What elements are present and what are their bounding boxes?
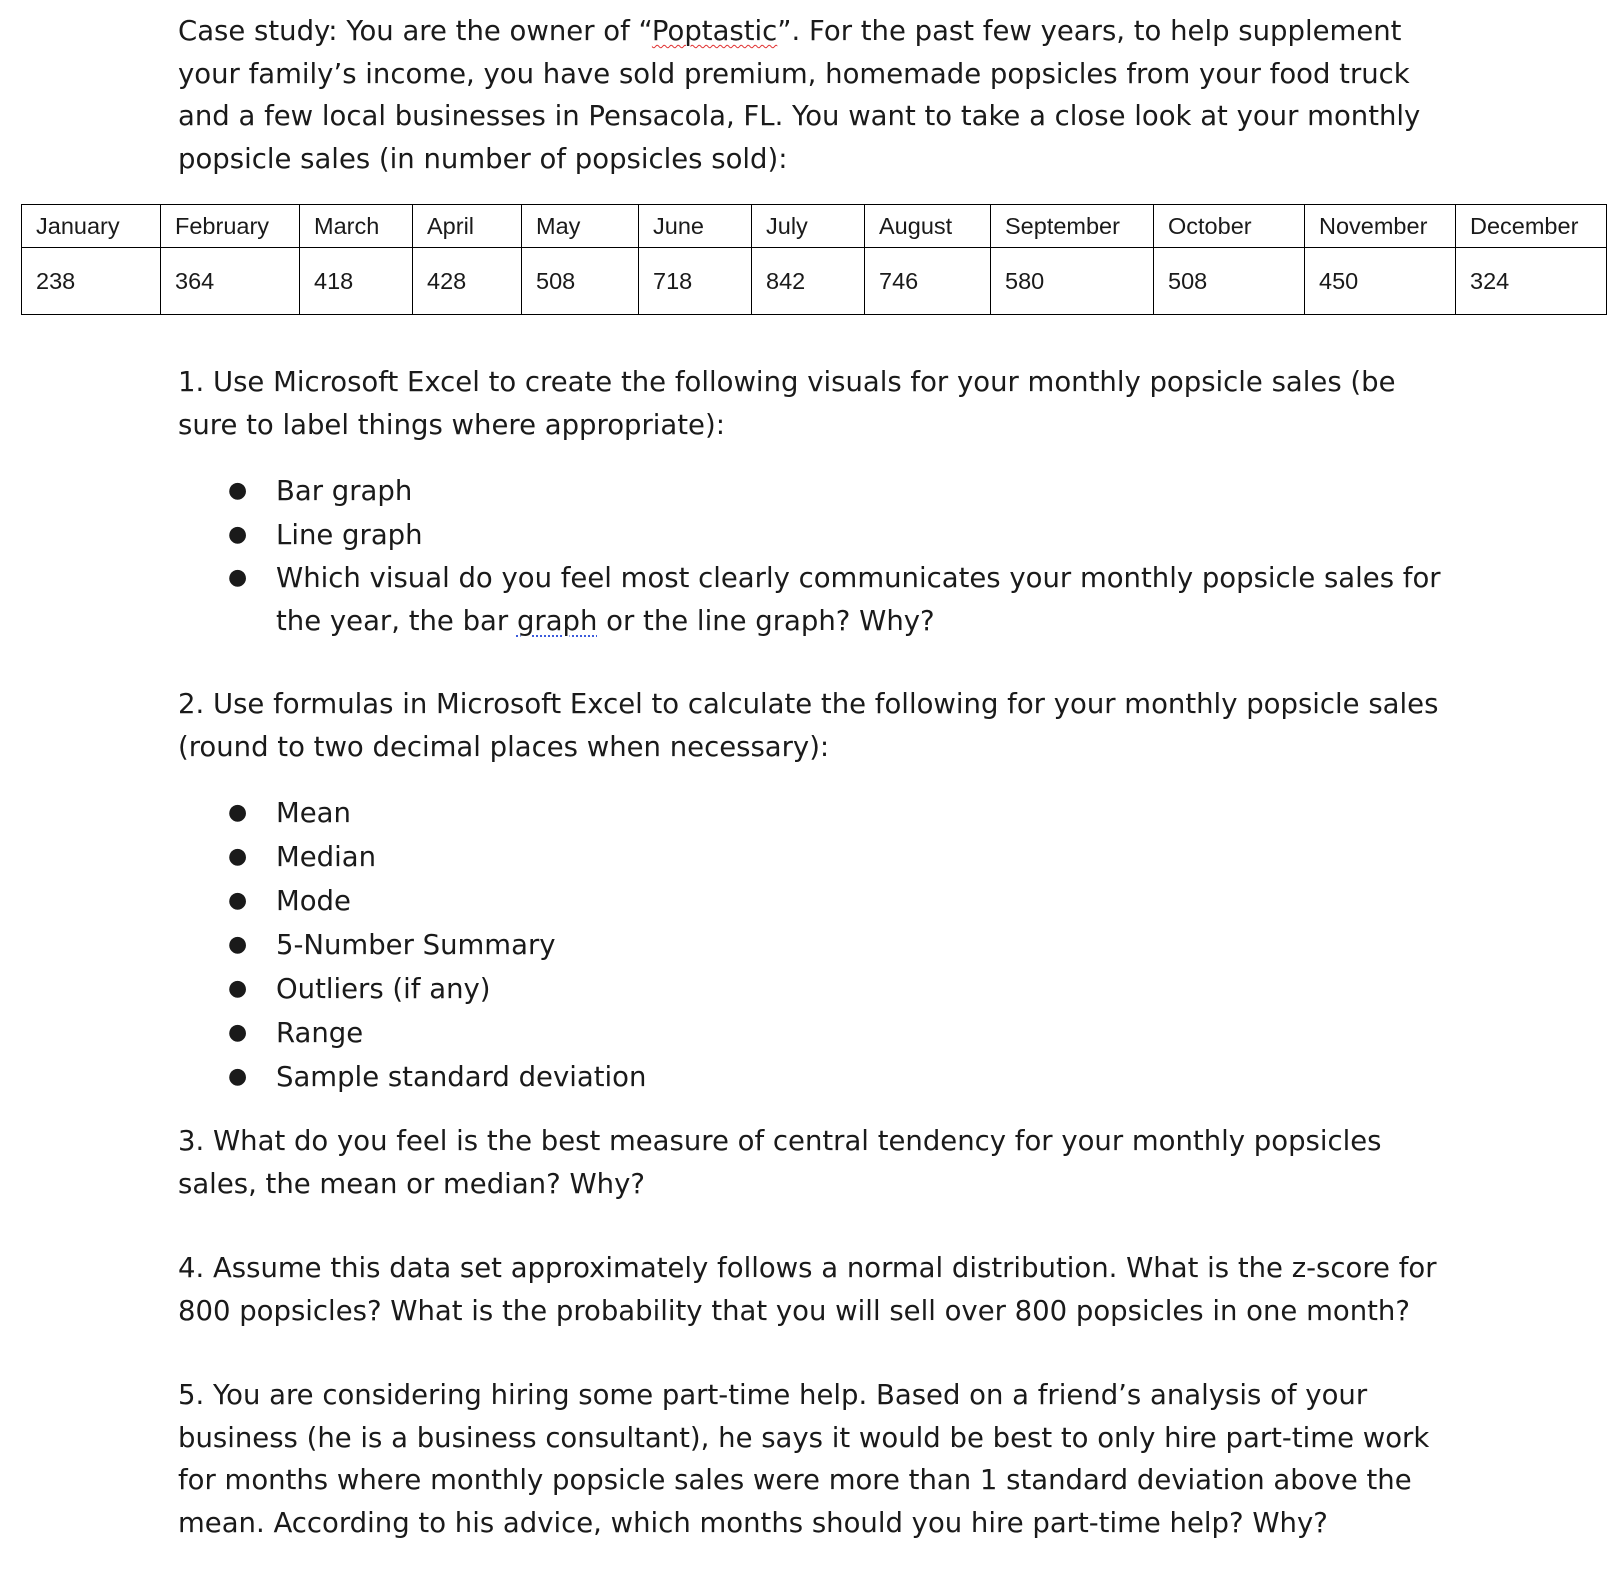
month-cell: June <box>639 205 752 248</box>
month-cell: May <box>522 205 639 248</box>
brand-name: Poptastic <box>651 15 778 47</box>
bullet-icon: ● <box>228 844 248 869</box>
sales-value-cell: 508 <box>1154 248 1305 315</box>
question-2: 2. Use formulas in Microsoft Excel to calculate the following for your monthly popsicle sales (round to two decimal places when necessary): <box>178 688 1439 763</box>
list-item: ● Sample standard deviation <box>178 1055 1446 1099</box>
month-cell: January <box>22 205 161 248</box>
bullet-icon: ● <box>228 1020 248 1045</box>
month-cell: December <box>1456 205 1607 248</box>
list-item: ● Bar graph <box>178 469 1446 513</box>
question-3: 3. What do you feel is the best measure of central tendency for your monthly popsicles sales, the mean or median? Why? <box>178 1125 1382 1200</box>
bullet-icon: ● <box>228 1064 248 1089</box>
intro-text-end: ”. For the past few years, to help supplement your family’s income, you have sold premium, homemade popsicles from your food truck and a few local businesses in Pensacola, FL. You want to take a close look at your monthly popsicle sales (in number of popsicles sold): <box>178 15 1421 175</box>
sales-value-cell: 746 <box>865 248 991 315</box>
sales-value-cell: 364 <box>161 248 300 315</box>
month-cell: April <box>413 205 522 248</box>
list-item: ● Mean <box>178 791 1446 835</box>
sales-value-cell: 580 <box>991 248 1154 315</box>
list-item: ● Which visual do you feel most clearly communicates your monthly popsicle sales for the year, the bar graph or the line graph? Why? <box>178 557 1446 642</box>
intro-text-start: Case study: You are the owner of “ <box>178 15 652 47</box>
question-1: 1. Use Microsoft Excel to create the following visuals for your monthly popsicle sales (be sure to label things where appropriate): <box>178 366 1396 441</box>
sales-value-row <box>22 248 1607 315</box>
month-cell: March <box>300 205 413 248</box>
bullet-icon: ● <box>228 522 248 547</box>
month-cell: October <box>1154 205 1305 248</box>
list-item: ● Outliers (if any) <box>178 967 1446 1011</box>
month-cell: February <box>161 205 300 248</box>
list-item: ● Range <box>178 1011 1446 1055</box>
bullet-icon: ● <box>228 932 248 957</box>
sales-value-cell: 718 <box>639 248 752 315</box>
sales-value-cell: 324 <box>1456 248 1607 315</box>
question-4: 4. Assume this data set approximately follows a normal distribution. What is the z-score for 800 popsicles? What is the probability that you will sell over 800 popsicles in one month? <box>178 1252 1437 1327</box>
bullet-icon: ● <box>228 478 248 503</box>
sales-value-cell: 508 <box>522 248 639 315</box>
bullet-icon: ● <box>228 976 248 1001</box>
sales-value-cell: 418 <box>300 248 413 315</box>
month-cell: July <box>752 205 865 248</box>
intro-paragraph <box>178 10 1443 180</box>
month-cell: September <box>991 205 1154 248</box>
list-item: ● Line graph <box>178 513 1446 557</box>
month-cell: August <box>865 205 991 248</box>
bullet-icon: ● <box>228 888 248 913</box>
sales-value-cell: 842 <box>752 248 865 315</box>
sales-table <box>21 204 1607 315</box>
list-item: ● Mode <box>178 879 1446 923</box>
sales-value-cell: 450 <box>1305 248 1456 315</box>
bullet-icon: ● <box>228 565 248 590</box>
question-5: 5. You are considering hiring some part-time help. Based on a friend’s analysis of your business (he is a business consultant), he says it would be best to only hire part-time work for months where monthly popsicle sales were more than 1 standard deviation above the mean. According to his advice, which months should you hire part-time help? Why? <box>178 1379 1430 1539</box>
sales-value-cell: 428 <box>413 248 522 315</box>
list-item: ● 5-Number Summary <box>178 923 1446 967</box>
month-header-row <box>22 205 1607 248</box>
sales-value-cell: 238 <box>22 248 161 315</box>
bullet-icon: ● <box>228 800 248 825</box>
month-cell: November <box>1305 205 1456 248</box>
question-2-bullets <box>178 791 1446 1099</box>
grammar-flagged-word: graph <box>516 604 598 637</box>
list-item: ● Median <box>178 835 1446 879</box>
question-1-bullets <box>178 469 1446 642</box>
